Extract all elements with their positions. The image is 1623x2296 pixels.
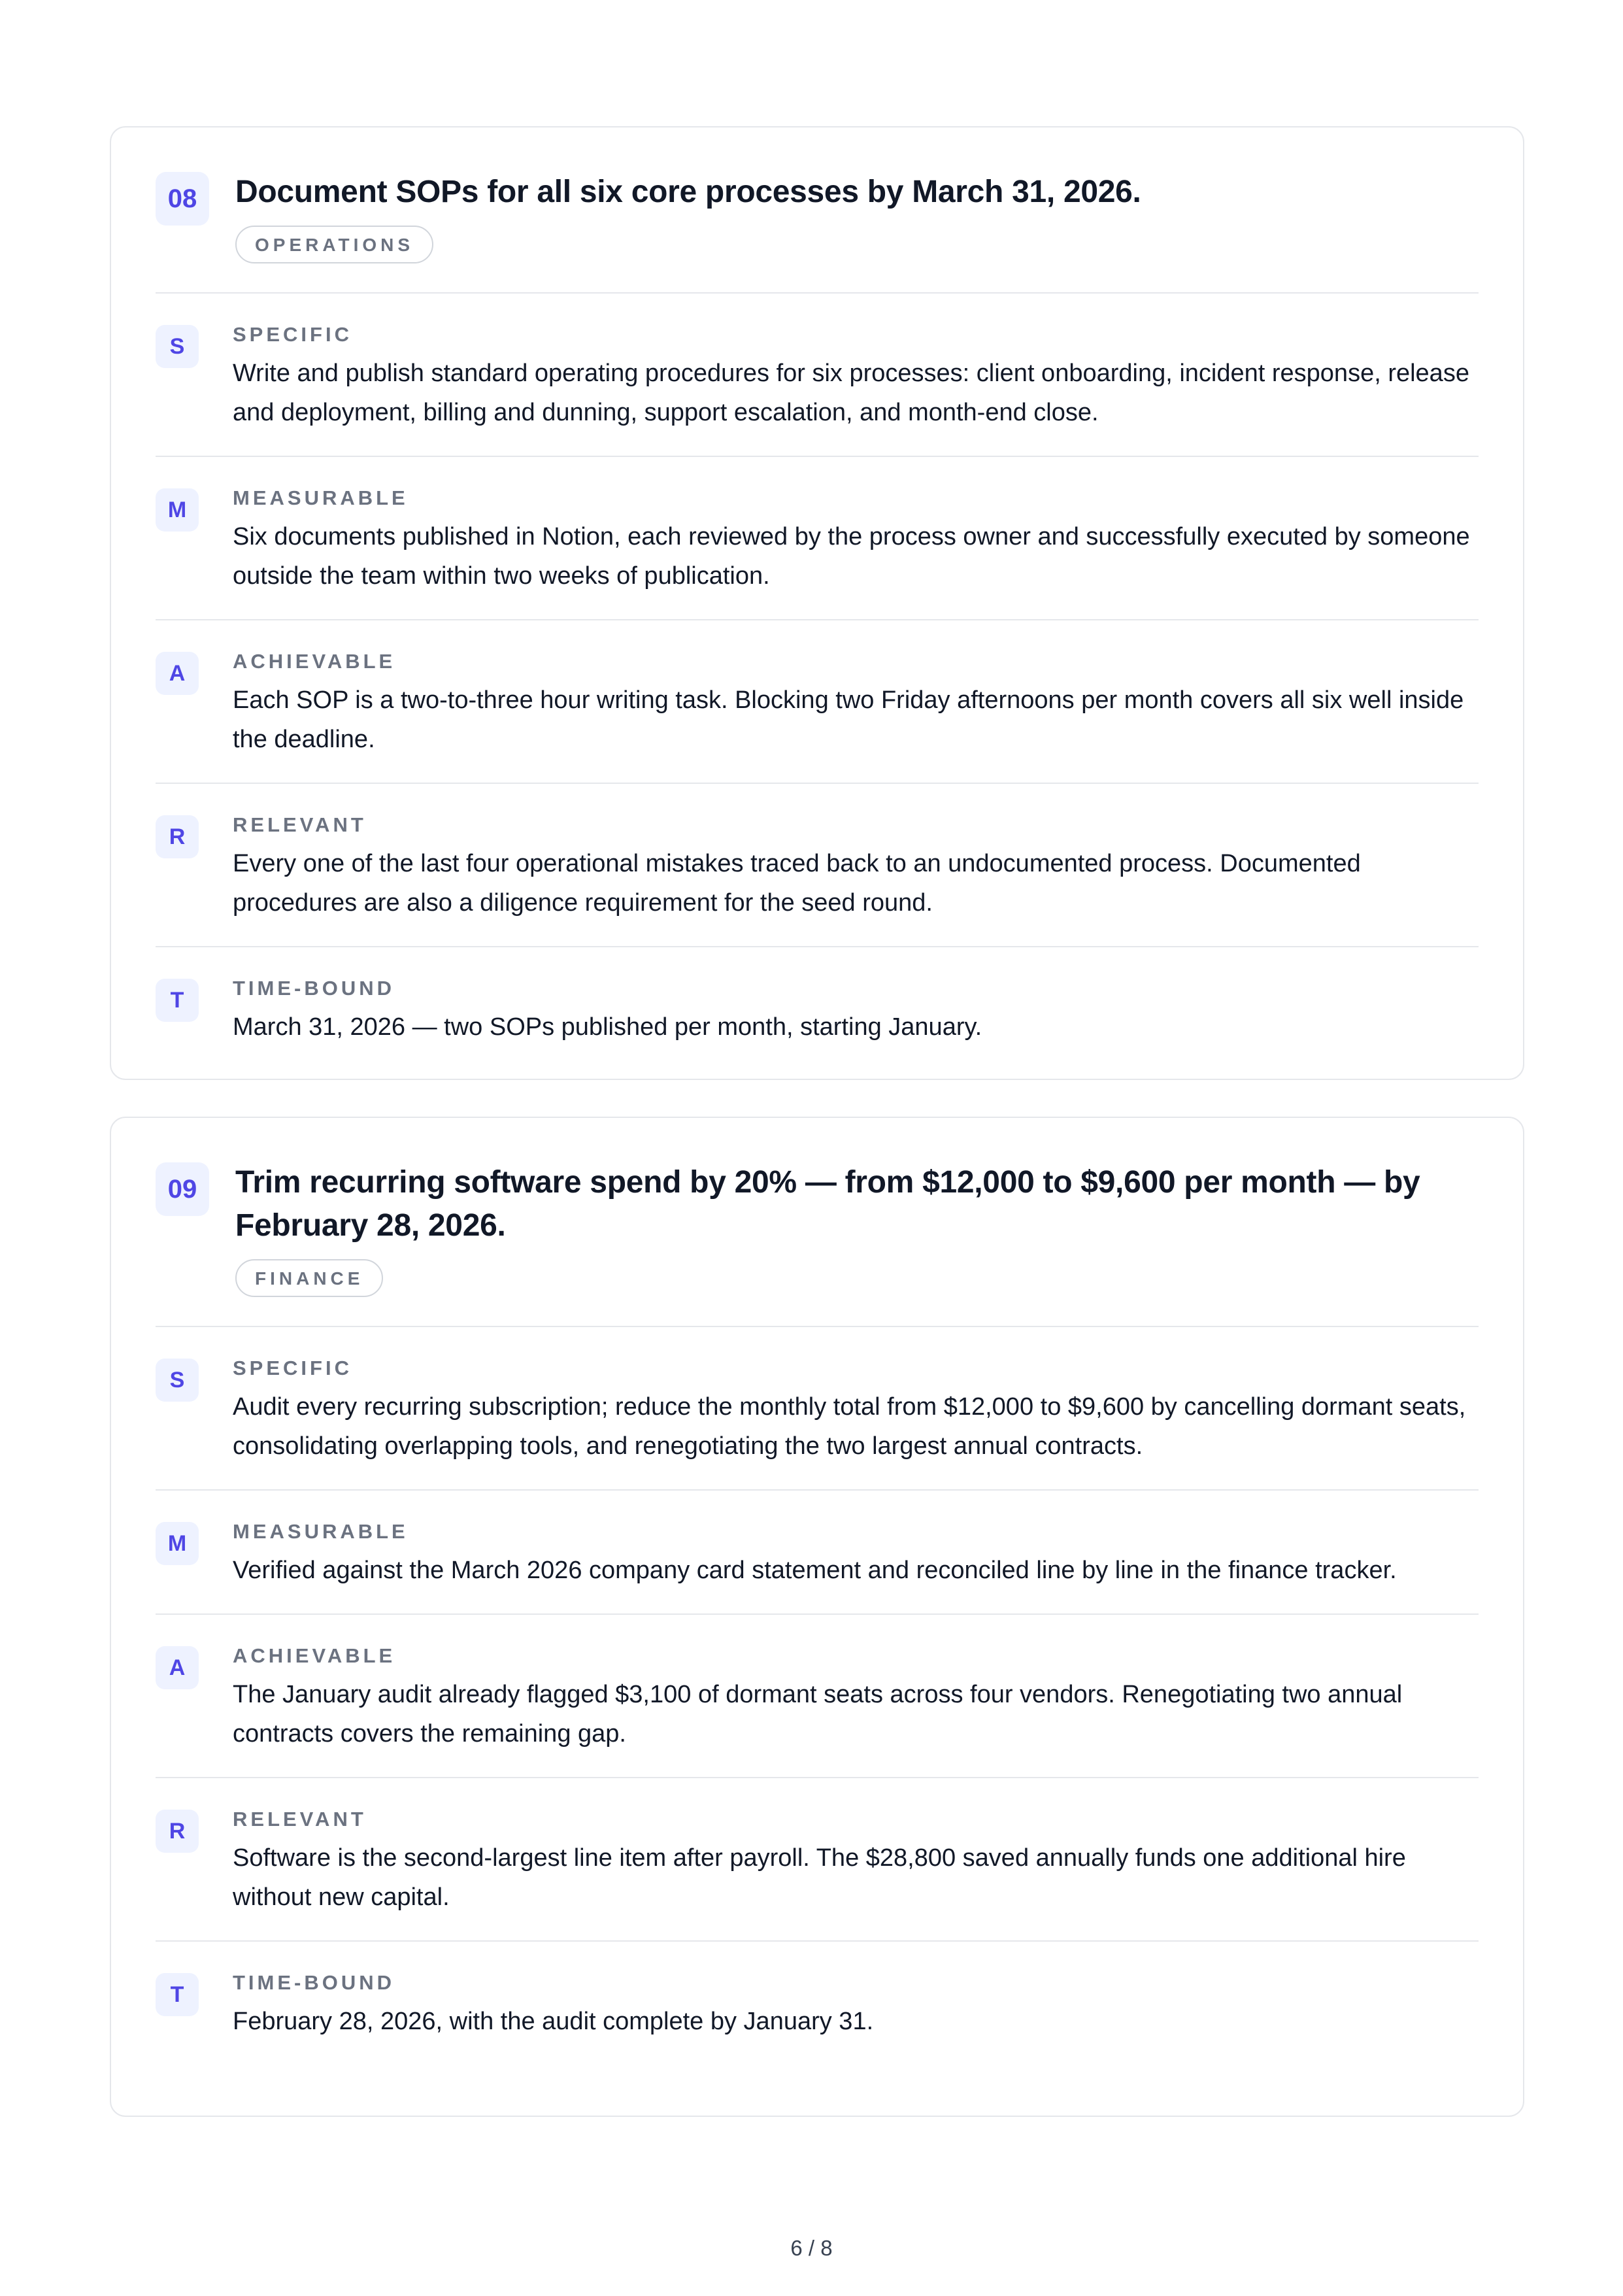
criterion-label: MEASURABLE	[233, 486, 409, 509]
criterion-achievable	[156, 1615, 1479, 1778]
criterion-letter-badge: S	[156, 1359, 199, 1402]
criterion-letter-badge: T	[156, 979, 199, 1022]
criterion-specific	[156, 294, 1479, 457]
goal-header	[156, 1161, 1479, 1297]
criterion-letter-badge: A	[156, 652, 199, 695]
goal-card	[110, 126, 1524, 1080]
page-number: 6 / 8	[790, 2236, 833, 2260]
criterion-label: TIME-BOUND	[233, 1971, 395, 1994]
criterion-letter-badge: A	[156, 1646, 199, 1689]
criterion-letter-badge: T	[156, 1973, 199, 2016]
criterion-text: Six documents published in Notion, each reviewed by the process owner and successfully executed by someone outside the team within two weeks of publication.	[233, 523, 1470, 590]
criterion-achievable	[156, 620, 1479, 784]
criterion-relevant	[156, 1778, 1479, 1942]
criterion-label: RELEVANT	[233, 813, 367, 836]
criterion-relevant	[156, 784, 1479, 947]
category-tag: FINANCE	[235, 1259, 383, 1297]
criterion-letter-badge: M	[156, 1522, 199, 1565]
goal-header	[156, 171, 1479, 263]
criterion-text: Verified against the March 2026 company card statement and reconciled line by line in the finance tracker.	[233, 1557, 1397, 1584]
goal-card	[110, 1117, 1524, 2117]
criterion-letter-badge: M	[156, 488, 199, 532]
criterion-measurable	[156, 1491, 1479, 1615]
goal-number-badge: 09	[156, 1162, 209, 1216]
criterion-text: Software is the second-largest line item after payroll. The $28,800 saved annually funds one additional hire without new capital.	[233, 1844, 1406, 1911]
category-tag: OPERATIONS	[235, 226, 433, 263]
goal-heading	[235, 1161, 1479, 1297]
criterion-time-bound	[156, 947, 1479, 1070]
criterion-label: SPECIFIC	[233, 323, 352, 346]
criterion-text: The January audit already flagged $3,100 of dormant seats across four vendors. Renegotiating two annual contracts covers the remaining gap.	[233, 1681, 1403, 1747]
criterion-label: TIME-BOUND	[233, 977, 395, 1000]
criterion-label: ACHIEVABLE	[233, 650, 396, 673]
criterion-measurable	[156, 457, 1479, 620]
criterion-text: February 28, 2026, with the audit complete by January 31.	[233, 2008, 874, 2035]
criterion-label: MEASURABLE	[233, 1520, 409, 1543]
criterion-letter-badge: R	[156, 1810, 199, 1853]
criterion-letter-badge: S	[156, 325, 199, 368]
criterion-text: Each SOP is a two-to-three hour writing task. Blocking two Friday afternoons per month covers all six well inside the deadline.	[233, 686, 1464, 753]
goal-title: Trim recurring software spend by 20% — from $12,000 to $9,600 per month — by February 28, 2026.	[235, 1165, 1420, 1243]
criterion-text: Every one of the last four operational mistakes traced back to an undocumented process. Documented procedures are also a diligence requirement for the seed round.	[233, 850, 1361, 917]
criterion-specific	[156, 1327, 1479, 1491]
criterion-letter-badge: R	[156, 815, 199, 858]
goal-number-badge: 08	[156, 172, 209, 226]
goal-title: Document SOPs for all six core processes by March 31, 2026.	[235, 175, 1141, 209]
criterion-label: ACHIEVABLE	[233, 1644, 396, 1667]
goal-heading	[235, 171, 1479, 263]
criterion-text: Write and publish standard operating procedures for six processes: client onboarding, incident response, release and deployment, billing and dunning, support escalation, and month-end close.	[233, 360, 1469, 426]
criterion-text: March 31, 2026 — two SOPs published per month, starting January.	[233, 1013, 982, 1041]
criterion-text: Audit every recurring subscription; reduce the monthly total from $12,000 to $9,600 by cancelling dormant seats, consolidating overlapping tools, and renegotiating the two largest annual contracts.	[233, 1393, 1466, 1460]
criterion-label: SPECIFIC	[233, 1357, 352, 1379]
criterion-label: RELEVANT	[233, 1808, 367, 1831]
criterion-time-bound	[156, 1942, 1479, 2065]
